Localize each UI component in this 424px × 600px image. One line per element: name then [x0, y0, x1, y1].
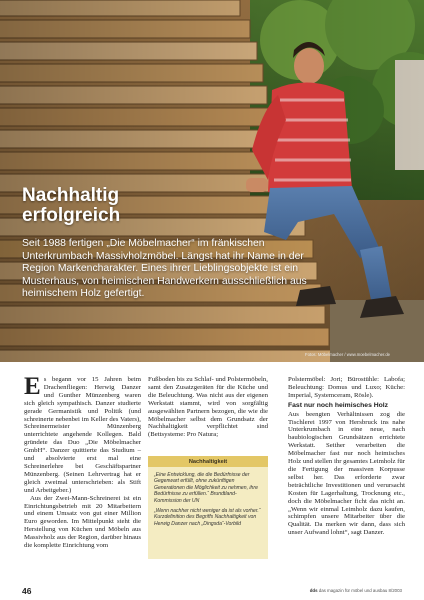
column-3-paragraph-2: Aus beengten Verhältnissen zog die Tischlerei 1997 von Hersbruck ins nahe Unterkrumbach in eine neue, nach baubiologischen Grundsätzen errichtete Werkstatt. Seither verarbeiten die Möbelmacher fast nur noch heimisches Holz und stellen ihr gesamtes Leimholz für die Fertigung der massiven Korpusse selbst her. Das erforderte zwar beträchtliche Investitionen und verursacht Kosten für Lagerhaltung, Trocknung etc., doch die Möbelmacher ficht das nicht an. „Wenn wir einmal Leimholz dazu kaufen, schimpfen unsere Mitarbeiter über die Qualität. Da merken wir dann, dass sich unser Aufwand lohnt“, sagt Danzer.: [288, 410, 405, 537]
infobox-text: [148, 467, 268, 527]
sustainability-infobox: [148, 456, 268, 559]
column-1-paragraph-1: s begann vor 15 Jahren beim Drachenfliegen: Herwig Danzer und Gunther Münzenberg waren sich gleich sympathisch. Danzer studierte gerade Germanistik und Politik (und schreinerte nebenbei im Keller des Vaters), Schreinermeister Münzenberg unterrichtete angehende Kollegen. Bald gründete das Duo „Die Möbelmacher GmbH“. Danzer quittierte das Studium – und absolvierte erst mal eine Schreinerlehre bei Geschäftspartner Münzenberg. (Seinen Lehrvertrag hat er gleich zweimal unterschrieben: als Stift und Arbeitgeber.): [24, 376, 141, 494]
article-column-1: [24, 373, 141, 550]
headline-line-2: erfolgreich: [22, 205, 121, 226]
column-1-paragraph-2: Aus der Zwei-Mann-Schreinerei ist ein Einrichtungsbetrieb mit 20 Mitarbeitern und einem Umsatz von gut einer Million Euro geworden. Im Mittelpunkt steht die Herstellung von Küchen und Möbeln aus Massivholz aus der Region, darüber hinaus die komplette Einrichtung vom: [24, 494, 141, 550]
article-headline: [22, 186, 120, 226]
article-column-3: [288, 376, 405, 537]
infobox-title: Nachhaltigkeit: [188, 458, 228, 465]
article-lead: Seit 1988 fertigen „Die Möbelmacher“ im fränkischen Unterkrumbach Massivholzmöbel. Längst hat ihr Name in der Region Markencharakter. Eines ihrer Lieblingsobjekte ist ein Musterhaus, von heimischen Handwerkern ausschließlich aus heimischem Holz gefertigt.: [22, 238, 307, 300]
column-3-paragraph-1: Polstermöbel: Jori; Bürostühle: Labofa; Beleuchtung: Domus und Luxo; Küche: Imperial, Systemceram, Rösle).: [288, 376, 405, 399]
infobox-quote-1: „Eine Entwicklung, die die Bedürfnisse der Gegenwart erfüllt, ohne zukünftigen Generationen die Möglichkeit zu nehmen, ihre Bedürfnisse zu erfüllen.“ Brundtland-Kommission der UN: [154, 472, 258, 504]
page-footer: [22, 586, 402, 596]
magazine-footer: [310, 588, 402, 593]
infobox-quote-2: „Wenn nachher nicht weniger da ist als vorher.“ Kurzdefinition des Begriffs Nachhaltigkeit von Herwig Danzer nach „Dingsda“-Vorbild: [154, 508, 261, 527]
column-3-subhead: Fast nur noch heimisches Holz: [288, 401, 389, 409]
infobox-title-bar: [148, 456, 268, 467]
headline-line-1: Nachhaltig: [22, 185, 120, 206]
photo-credit: Fotos: Möbelmacher / www.moebelmacher.de: [305, 352, 390, 357]
article-column-2: [148, 376, 268, 439]
magazine-issue: das magazin für möbel und ausbau 8/2003: [318, 588, 402, 593]
drop-cap: E: [24, 373, 41, 400]
page-number: 46: [22, 586, 32, 596]
magazine-short-name: dds: [309, 588, 318, 593]
column-2-paragraph-1: Fußboden bis zu Schlaf- und Polstermöbeln, samt den Zusatzgeräten für die Küche und die Beleuchtung. Was nicht aus der eigenen Werkstatt stammt, wird von sorgfältig ausgewählten Partnern bezogen, die wie die Möbelmacher selbst dem Grundsatz der Nachhaltigkeit verpflichtet sind (Bettsysteme: Pro Natura;: [148, 376, 268, 439]
